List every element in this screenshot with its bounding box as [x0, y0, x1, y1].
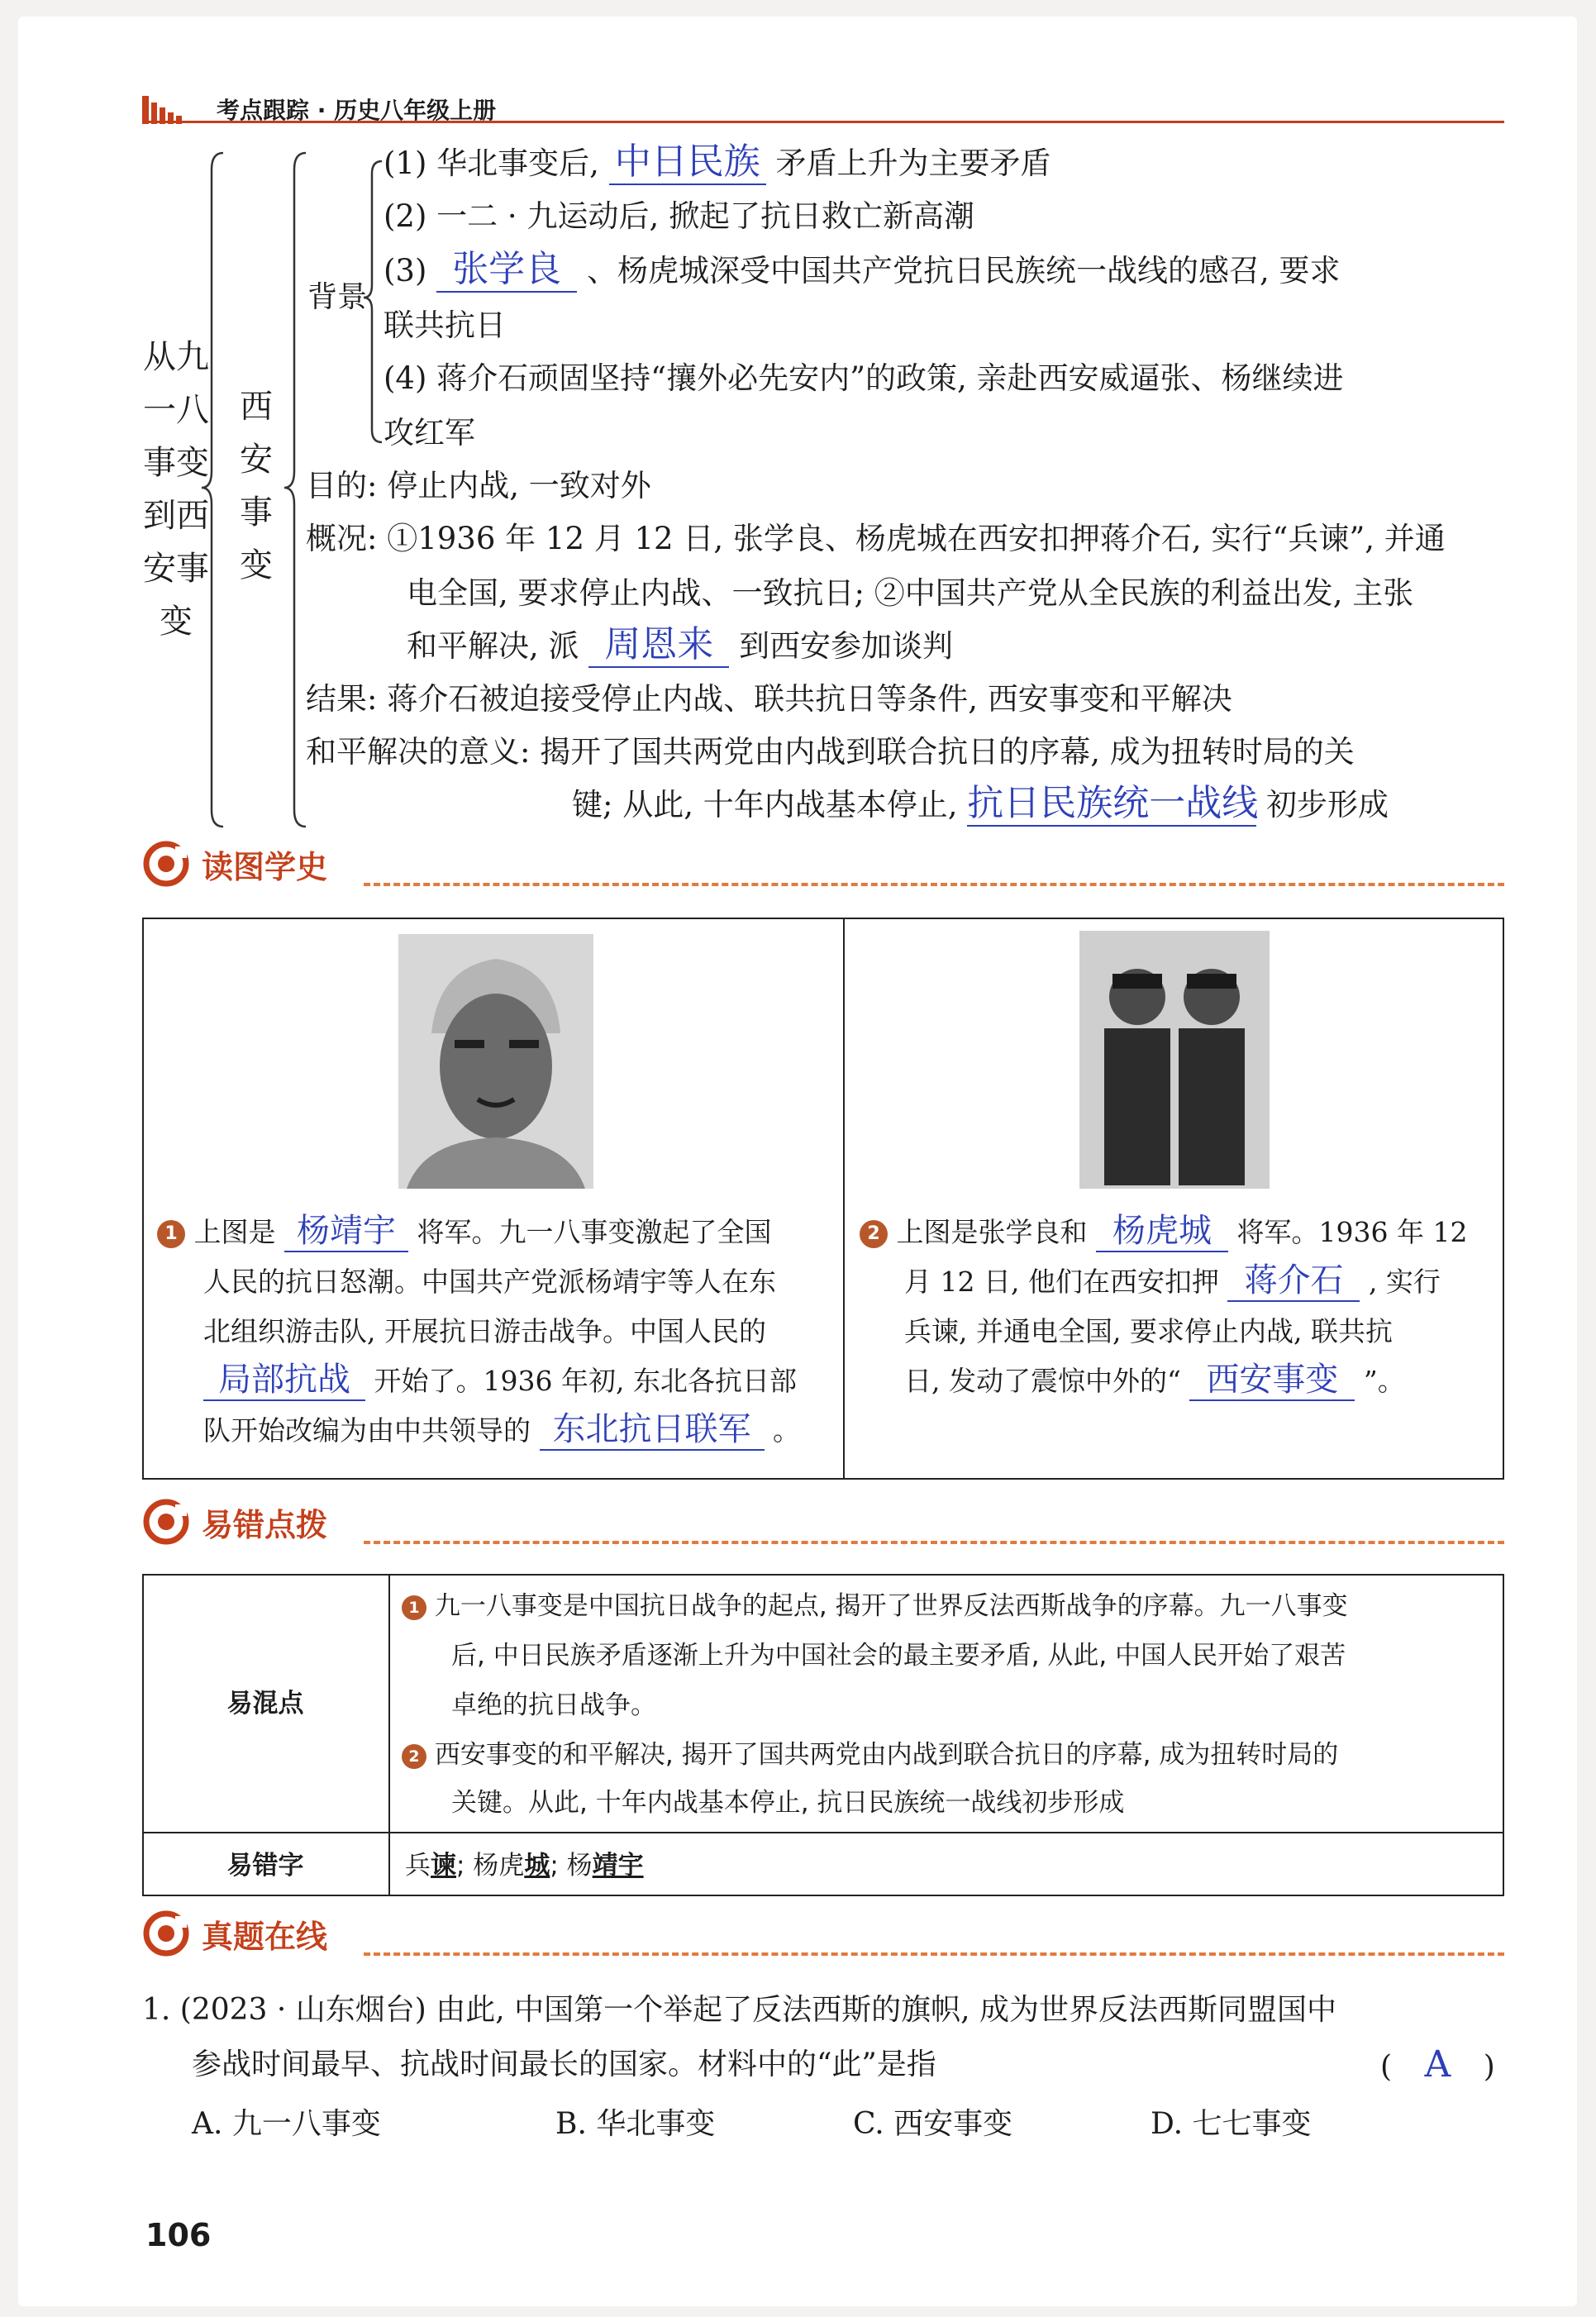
portrait-yang-jingyu — [398, 934, 593, 1189]
error-p1-line-3: 卓绝的抗日战争。 — [451, 1690, 656, 1720]
box2-line-4 — [904, 1356, 1405, 1407]
bg3-prefix: (3) — [384, 253, 427, 288]
error-p1-line-1 — [402, 1580, 1348, 1632]
section-divider — [364, 883, 1504, 886]
number-1-icon: 1 — [157, 1220, 185, 1248]
error-p2-line-1 — [402, 1729, 1338, 1781]
sub-topic-line: 事 — [240, 493, 273, 532]
sub-topic-line: 变 — [240, 546, 273, 584]
number-1-icon: 1 — [402, 1595, 426, 1620]
picture-box-divider — [843, 918, 845, 1480]
box2-line-1 — [860, 1207, 1467, 1258]
box1-line-3: 北组织游击队, 开展抗日游击战争。中国人民的 — [203, 1315, 766, 1347]
error-p1-line-2: 后, 中日民族矛盾逐渐上升为中国社会的最主要矛盾, 从此, 中国人民开始了艰苦 — [451, 1641, 1346, 1671]
portrait-zhang-yang — [1079, 931, 1270, 1189]
wrong-chars — [405, 1840, 644, 1891]
overview-suffix: 到西安参加谈判 — [739, 628, 954, 664]
main-topic-line: 变 — [160, 603, 193, 641]
error-p2-text: 西安事变的和平解决, 揭开了国共两党由内战到联合抗日的序幕, 成为扭转时局的 — [434, 1740, 1339, 1770]
box1-l5-suffix: 。 — [773, 1414, 800, 1447]
box1-l1-prefix: 上图是 — [193, 1216, 276, 1248]
bg3-answer: 张学良 — [436, 248, 577, 293]
significance-line-2 — [572, 780, 1389, 830]
box2-l2-answer: 蒋介石 — [1227, 1261, 1360, 1302]
box1-l1-answer: 杨靖宇 — [284, 1211, 408, 1252]
wrong-char-1-key: 谏 — [431, 1851, 456, 1881]
main-topic-line: 安事 — [143, 550, 209, 588]
overview-line-2: 电全国, 要求停止内战、一致抗日; ②中国共产党从全民族的利益出发, 主张 — [407, 575, 1414, 611]
bg-item-4-cont: 攻红军 — [384, 415, 475, 451]
section-title-exam: 真题在线 — [202, 1919, 328, 1955]
overview-line-1: 概况: ①1936 年 12 月 12 日, 张学良、杨虎城在西安扣押蒋介石, 实行“兵谏”, 并通 — [306, 521, 1446, 556]
section-title-read: 读图学史 — [202, 849, 328, 885]
error-table-col-divider — [388, 1574, 390, 1896]
box2-l2-prefix: 月 12 日, 他们在西安扣押 — [904, 1266, 1219, 1298]
sub-topic-line: 安 — [240, 441, 273, 479]
row-label-confusing: 易混点 — [226, 1689, 304, 1719]
page-number: 106 — [145, 2217, 212, 2253]
section-icon — [142, 1909, 190, 1957]
sub-topic — [231, 380, 281, 592]
question-line-2: 参战时间最早、抗战时间最长的国家。材料中的“此”是指 — [192, 2048, 936, 2081]
section-icon — [142, 840, 190, 888]
option-b: B. 华北事变 — [555, 2107, 716, 2141]
box1-l5-answer: 东北抗日联军 — [540, 1409, 765, 1451]
error-p2-line-2: 关键。从此, 十年内战基本停止, 抗日民族统一战线初步形成 — [451, 1788, 1125, 1818]
option-a: A. 九一八事变 — [192, 2107, 381, 2141]
main-topic-line: 一八 — [143, 391, 209, 429]
error-table-row-divider — [142, 1832, 1504, 1833]
box2-l4-answer: 西安事变 — [1189, 1360, 1355, 1401]
wrong-char-3-key: 靖宇 — [592, 1851, 644, 1881]
bg-item-3 — [384, 246, 1340, 296]
bg1-prefix: (1) 华北事变后, — [384, 145, 599, 181]
section-title-error: 易错点拨 — [202, 1507, 328, 1543]
answer-bracket — [1380, 2040, 1495, 2092]
significance-prefix: 键; 从此, 十年内战基本停止, — [572, 787, 958, 822]
main-topic — [139, 331, 213, 648]
significance-line-1: 和平解决的意义: 揭开了国共两党由内战到联合抗日的序幕, 成为扭转时局的关 — [306, 734, 1355, 770]
error-p1-text: 九一八事变是中国抗日战争的起点, 揭开了世界反法西斯战争的序幕。九一八事变 — [434, 1591, 1348, 1621]
sub-topic-line: 西 — [240, 388, 273, 426]
overview-prefix: 和平解决, 派 — [407, 628, 579, 664]
significance-suffix: 初步形成 — [1266, 787, 1389, 822]
box2-line-3: 兵谏, 并通电全国, 要求停止内战, 联共抗 — [904, 1315, 1393, 1347]
number-2-icon: 2 — [860, 1220, 888, 1248]
box1-l4-suffix: 开始了。1936 年初, 东北各抗日部 — [374, 1365, 797, 1397]
section-icon — [142, 1498, 190, 1546]
bg-item-2: (2) 一二 · 九运动后, 掀起了抗日救亡新高潮 — [384, 198, 974, 234]
box1-line-4 — [203, 1356, 797, 1407]
overview-answer: 周恩来 — [588, 623, 729, 668]
number-2-icon: 2 — [402, 1744, 426, 1769]
box1-l1-suffix: 将军。九一八事变激起了全国 — [417, 1216, 772, 1248]
box1-l4-answer: 局部抗战 — [203, 1360, 365, 1401]
section-divider — [364, 1952, 1504, 1956]
result: 结果: 蒋介石被迫接受停止内战、联共抗日等条件, 西安事变和平解决 — [306, 681, 1232, 717]
background-label: 背景 — [307, 280, 368, 314]
box1-line-5 — [203, 1405, 800, 1456]
header-rule — [142, 121, 1504, 123]
box2-l4-suffix: ”。 — [1363, 1365, 1405, 1397]
box2-l1-suffix: 将军。1936 年 12 — [1236, 1216, 1468, 1248]
purpose: 目的: 停止内战, 一致对外 — [306, 468, 651, 503]
box2-l2-suffix: , 实行 — [1368, 1266, 1441, 1298]
answer-paren-open: ( — [1380, 2050, 1393, 2084]
bg3-suffix: 、杨虎城深受中国共产党抗日民族统一战线的感召, 要求 — [586, 253, 1341, 288]
box1-line-2: 人民的抗日怒潮。中国共产党派杨靖宇等人在东 — [203, 1266, 776, 1298]
answer-choice: A — [1424, 2043, 1451, 2086]
header-title: 考点跟踪 · 历史八年级上册 — [217, 97, 497, 124]
option-c: C. 西安事变 — [853, 2107, 1013, 2141]
box1-line-1 — [157, 1207, 772, 1258]
wrong-char-3-plain: ; 杨 — [550, 1851, 593, 1881]
box2-l4-prefix: 日, 发动了震惊中外的“ — [904, 1365, 1181, 1397]
wrong-char-2-key: 城 — [524, 1851, 550, 1881]
main-topic-line: 从九 — [143, 338, 209, 376]
bg-item-3-cont: 联共抗日 — [384, 308, 506, 343]
bg-item-4: (4) 蒋介石顽固坚持“攘外必先安内”的政策, 亲赴西安威逼张、杨继续进 — [384, 360, 1344, 396]
answer-paren-close: ) — [1483, 2050, 1495, 2084]
box2-l1-answer: 杨虎城 — [1096, 1211, 1228, 1252]
box2-line-2 — [904, 1256, 1441, 1308]
option-d: D. 七七事变 — [1151, 2107, 1312, 2141]
main-topic-line: 到西 — [143, 497, 209, 535]
box2-l1-prefix: 上图是张学良和 — [896, 1216, 1088, 1248]
bg-item-1 — [384, 139, 1051, 188]
wrong-char-2-plain: ; 杨虎 — [456, 1851, 525, 1881]
main-topic-line: 事变 — [143, 444, 209, 482]
question-line-1: 1. (2023 · 山东烟台) 由此, 中国第一个举起了反法西斯的旗帜, 成为世界反法西斯同盟国中 — [142, 1993, 1337, 2027]
section-divider — [364, 1541, 1504, 1544]
box1-l5-prefix: 队开始改编为由中共领导的 — [203, 1414, 531, 1447]
significance-answer: 抗日民族统一战线 — [967, 782, 1256, 827]
bg1-suffix: 矛盾上升为主要矛盾 — [775, 145, 1051, 181]
wrong-char-1-plain: 兵 — [405, 1851, 431, 1881]
overview-line-3 — [407, 622, 953, 671]
bg1-answer: 中日民族 — [609, 141, 766, 185]
row-label-wrong-chars: 易错字 — [226, 1851, 304, 1881]
